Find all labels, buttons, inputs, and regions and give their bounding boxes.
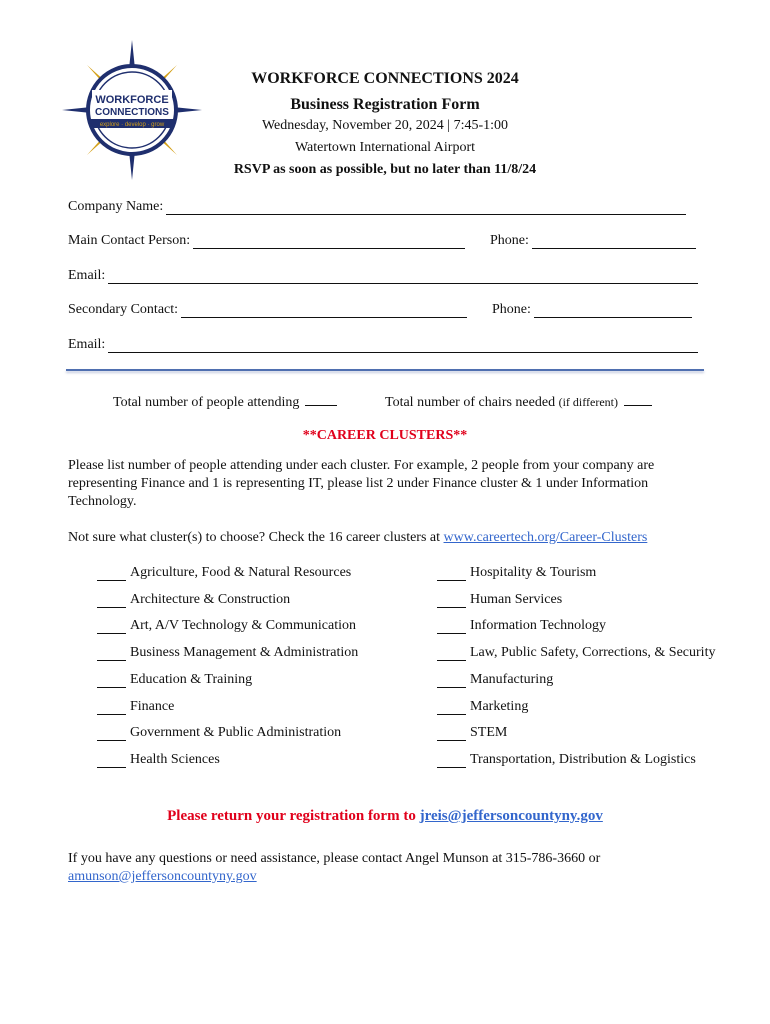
cluster-help-text: Not sure what cluster(s) to choose? Check the 16 career clusters at bbox=[68, 530, 441, 545]
main-contact-field[interactable] bbox=[193, 234, 465, 249]
total-people-field[interactable] bbox=[305, 393, 337, 406]
phone2-row bbox=[492, 302, 692, 318]
cluster-label: Transportation, Distribution & Logistics bbox=[470, 752, 696, 767]
cluster-count-field[interactable] bbox=[97, 755, 126, 768]
email1-row bbox=[68, 268, 698, 284]
company-name-row bbox=[68, 199, 686, 215]
phone1-label: Phone: bbox=[490, 233, 529, 248]
cluster-item bbox=[437, 645, 715, 661]
cluster-count-field[interactable] bbox=[437, 702, 466, 715]
email2-label: Email: bbox=[68, 337, 106, 352]
cluster-label: Manufacturing bbox=[470, 672, 554, 687]
cluster-label: Hospitality & Tourism bbox=[470, 565, 597, 580]
cluster-count-field[interactable] bbox=[97, 568, 126, 581]
cluster-count-field[interactable] bbox=[97, 702, 126, 715]
main-contact-row bbox=[68, 233, 465, 249]
return-instructions bbox=[0, 808, 770, 825]
cluster-item bbox=[97, 618, 356, 634]
total-chairs-row bbox=[385, 393, 652, 411]
cluster-label: Marketing bbox=[470, 699, 529, 714]
cluster-item bbox=[437, 592, 562, 608]
career-clusters-heading: **CAREER CLUSTERS** bbox=[302, 428, 468, 443]
cluster-count-field[interactable] bbox=[437, 728, 466, 741]
cluster-count-field[interactable] bbox=[437, 568, 466, 581]
email1-label: Email: bbox=[68, 268, 106, 283]
cluster-count-field[interactable] bbox=[437, 648, 466, 661]
secondary-contact-row bbox=[68, 302, 467, 318]
cluster-item bbox=[97, 672, 252, 688]
return-text: Please return your registration form to bbox=[167, 808, 416, 824]
cluster-label: Health Sciences bbox=[130, 752, 220, 767]
cluster-instructions: Please list number of people attending under each cluster. For example, 2 people from your company are representing Finance and 1 is representing IT, please list 2 under Finance cluster & 1 under Information Technology. bbox=[68, 458, 655, 509]
contact-email-link[interactable]: amunson@jeffersoncountyny.gov bbox=[68, 869, 257, 884]
questions-text: If you have any questions or need assistance, please contact Angel Munson at 315-786-3660 or bbox=[68, 851, 601, 866]
cluster-item bbox=[97, 645, 358, 661]
cluster-count-field[interactable] bbox=[437, 675, 466, 688]
phone2-field[interactable] bbox=[534, 303, 692, 318]
form-subtitle: Business Registration Form bbox=[290, 96, 480, 113]
total-chairs-note: (if different) bbox=[558, 395, 618, 409]
cluster-count-field[interactable] bbox=[97, 728, 126, 741]
cluster-label: Business Management & Administration bbox=[130, 645, 359, 660]
email2-row bbox=[68, 337, 698, 353]
return-email-link[interactable]: jreis@jeffersoncountyny.gov bbox=[419, 808, 603, 824]
rsvp-deadline: RSVP as soon as possible, but no later than 11/8/24 bbox=[233, 162, 537, 177]
logo-tagline: explore · develop · grow bbox=[99, 122, 165, 128]
company-name-field[interactable] bbox=[166, 200, 686, 215]
main-contact-label: Main Contact Person: bbox=[68, 233, 191, 248]
total-people-row bbox=[113, 393, 337, 411]
cluster-label: Finance bbox=[130, 699, 175, 714]
cluster-item bbox=[97, 752, 220, 768]
cluster-count-field[interactable] bbox=[97, 648, 126, 661]
cluster-count-field[interactable] bbox=[437, 621, 466, 634]
email1-field[interactable] bbox=[108, 269, 698, 284]
cluster-item bbox=[437, 618, 606, 634]
form-title: WORKFORCE CONNECTIONS 2024 bbox=[251, 70, 519, 87]
questions-paragraph bbox=[68, 850, 708, 886]
cluster-label: Law, Public Safety, Corrections, & Security bbox=[470, 645, 716, 660]
cluster-item bbox=[437, 752, 696, 768]
event-location: Watertown International Airport bbox=[294, 140, 476, 155]
cluster-item bbox=[97, 725, 341, 741]
cluster-label: Human Services bbox=[470, 592, 563, 607]
cluster-item bbox=[97, 699, 174, 715]
total-people-label: Total number of people attending bbox=[113, 395, 300, 410]
cluster-count-field[interactable] bbox=[97, 675, 126, 688]
cluster-count-field[interactable] bbox=[97, 621, 126, 634]
cluster-help bbox=[68, 529, 708, 547]
total-chairs-label: Total number of chairs needed bbox=[385, 395, 556, 410]
secondary-contact-label: Secondary Contact: bbox=[68, 302, 179, 317]
phone1-field[interactable] bbox=[532, 234, 696, 249]
logo-text-1: WORKFORCE bbox=[95, 94, 169, 106]
cluster-label: Agriculture, Food & Natural Resources bbox=[130, 565, 352, 580]
event-date-time: Wednesday, November 20, 2024 | 7:45-1:00 bbox=[261, 118, 509, 133]
cluster-item bbox=[97, 565, 351, 581]
cluster-count-field[interactable] bbox=[437, 755, 466, 768]
phone1-row bbox=[490, 233, 696, 249]
cluster-item bbox=[437, 725, 507, 741]
total-chairs-field[interactable] bbox=[624, 393, 652, 406]
cluster-item bbox=[437, 699, 528, 715]
career-clusters-link[interactable]: www.careertech.org/Career-Clusters bbox=[443, 530, 648, 545]
cluster-label: STEM bbox=[470, 725, 508, 740]
cluster-label: Architecture & Construction bbox=[130, 592, 291, 607]
cluster-item bbox=[437, 672, 553, 688]
cluster-item bbox=[437, 565, 596, 581]
cluster-label: Education & Training bbox=[130, 672, 253, 687]
cluster-label: Government & Public Administration bbox=[130, 725, 342, 740]
cluster-count-field[interactable] bbox=[437, 595, 466, 608]
cluster-label: Art, A/V Technology & Communication bbox=[130, 618, 356, 633]
secondary-contact-field[interactable] bbox=[181, 303, 467, 318]
cluster-count-field[interactable] bbox=[97, 595, 126, 608]
phone2-label: Phone: bbox=[492, 302, 531, 317]
company-name-label: Company Name: bbox=[68, 199, 164, 214]
cluster-label: Information Technology bbox=[470, 618, 607, 633]
logo-text-2: CONNECTIONS bbox=[95, 107, 169, 118]
cluster-item bbox=[97, 592, 290, 608]
email2-field[interactable] bbox=[108, 338, 698, 353]
section-divider bbox=[66, 369, 704, 371]
